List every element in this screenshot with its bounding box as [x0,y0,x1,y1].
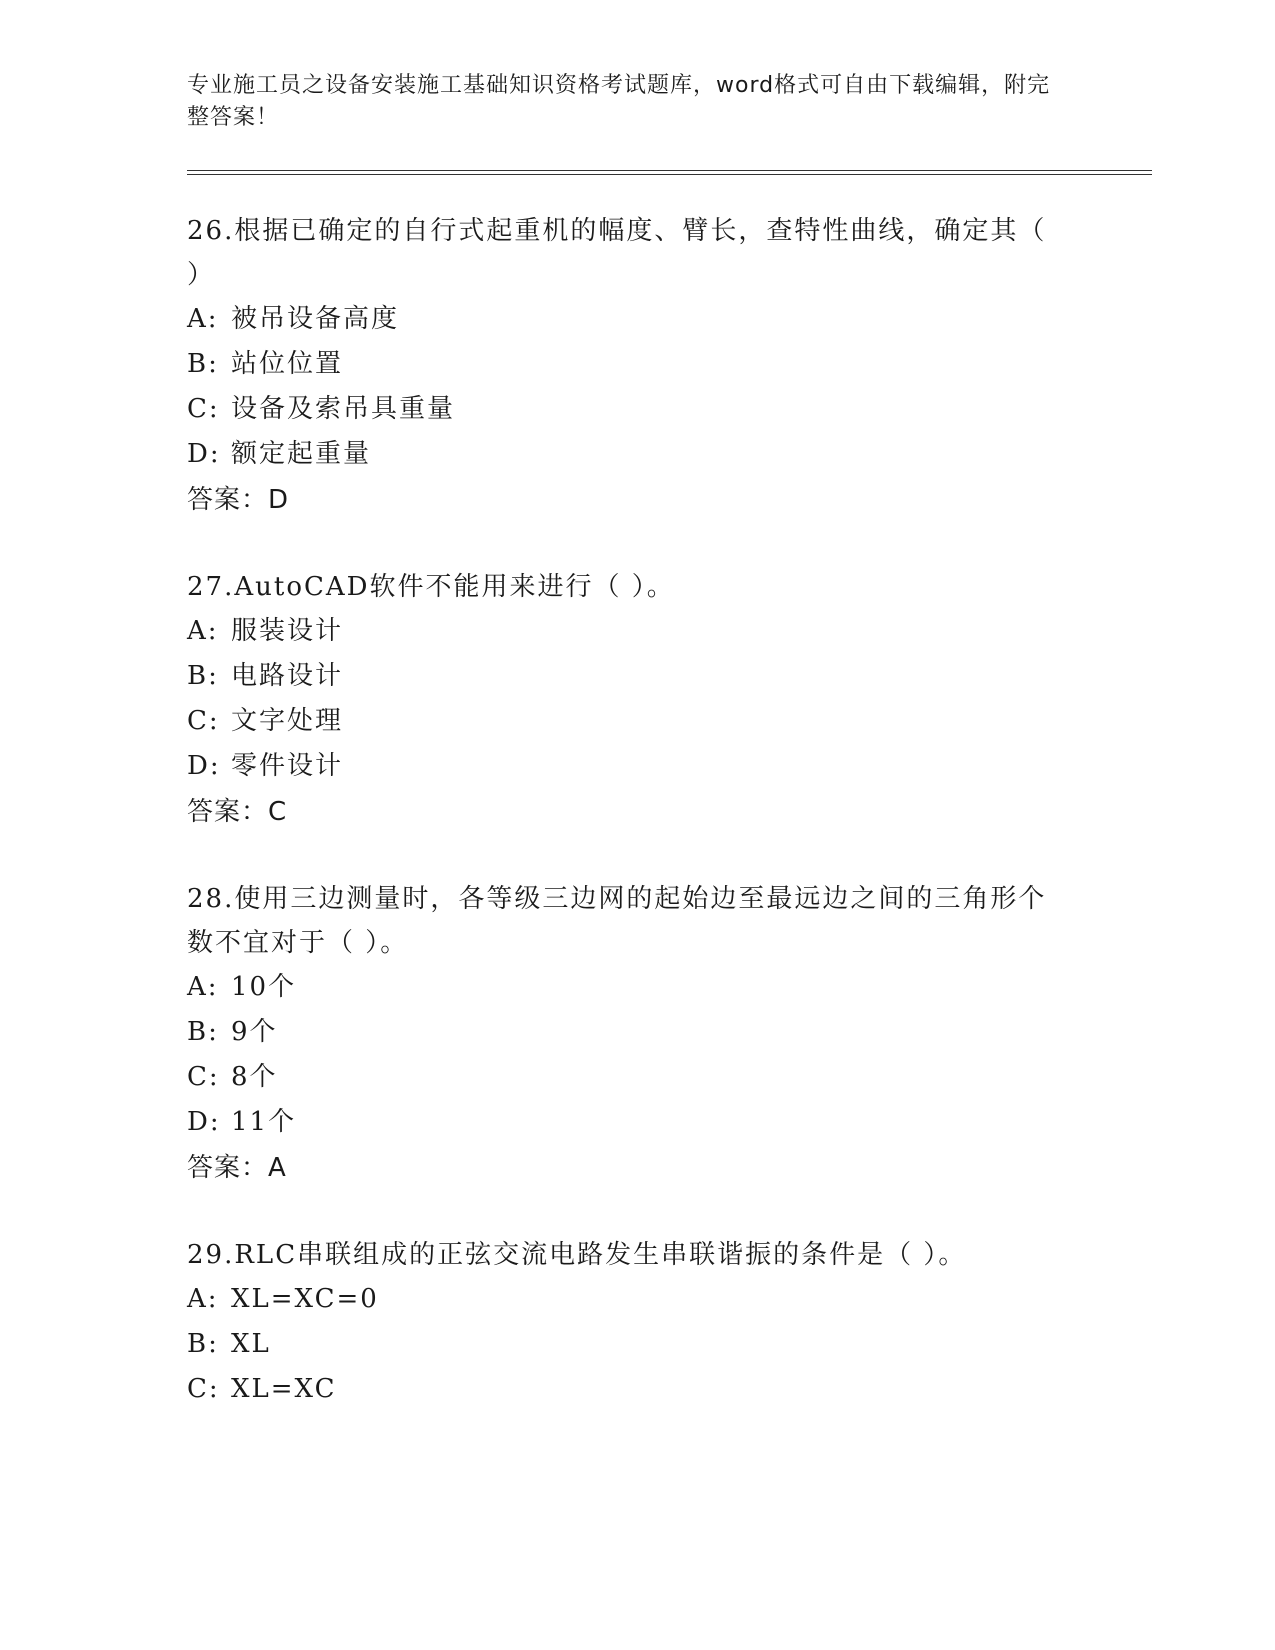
option-b [187,1010,1147,1055]
option-text: 11个 [231,1107,297,1137]
option-text: 站位位置 [231,349,344,379]
option-text: 8个 [231,1062,278,1092]
header-double-rule [187,170,1152,175]
question-list [187,209,1147,1412]
question-27 [187,565,1147,835]
option-letter: C: [187,394,220,424]
option-letter: B: [187,1329,219,1359]
option-a [187,965,1147,1010]
question-29 [187,1233,1147,1412]
answer-line: 答案：C [187,797,288,827]
option-b [187,342,1147,387]
answer-line: 答案：A [187,1153,287,1183]
option-letter: B: [187,661,219,691]
option-text: 零件设计 [231,751,344,781]
option-text: 10个 [231,972,297,1002]
option-letter: D: [187,439,221,469]
option-text: XL [231,1329,271,1359]
option-text: 服装设计 [231,616,344,646]
option-text: 9个 [231,1017,278,1047]
option-letter: A: [187,304,219,334]
option-c [187,1367,1147,1412]
option-text: XL=XC=0 [231,1284,379,1314]
option-text: XL=XC [231,1374,337,1404]
option-letter: B: [187,1017,219,1047]
option-d [187,744,1147,789]
option-letter: A: [187,616,219,646]
option-c [187,1055,1147,1100]
option-a [187,1277,1147,1322]
option-text: 电路设计 [231,661,344,691]
document-header: 专业施工员之设备安装施工基础知识资格考试题库，word格式可自由下载编辑，附完整答案！ [187,73,1051,130]
option-letter: A: [187,972,219,1002]
option-a [187,297,1147,342]
option-letter: C: [187,1374,220,1404]
question-stem: 27.AutoCAD软件不能用来进行（ ）。 [187,572,675,602]
question-28 [187,877,1147,1191]
option-b [187,1322,1147,1367]
option-letter: B: [187,349,219,379]
option-text: 文字处理 [231,706,344,736]
option-a [187,609,1147,654]
option-text: 额定起重量 [231,439,372,469]
question-stem: 29.RLC串联组成的正弦交流电路发生串联谐振的条件是（ ）。 [187,1240,967,1270]
option-c [187,699,1147,744]
option-letter: D: [187,1107,221,1137]
option-d [187,432,1147,477]
question-stem: 28.使用三边测量时，各等级三边网的起始边至最远边之间的三角形个数不宜对于（ ）。 [187,884,1047,958]
option-letter: A: [187,1284,219,1314]
option-b [187,654,1147,699]
question-26 [187,209,1147,523]
option-letter: D: [187,751,221,781]
answer-line: 答案：D [187,485,290,515]
option-text: 被吊设备高度 [231,304,400,334]
option-d [187,1100,1147,1145]
option-letter: C: [187,1062,220,1092]
option-c [187,387,1147,432]
option-letter: C: [187,706,220,736]
question-stem: 26.根据已确定的自行式起重机的幅度、臂长，查特性曲线，确定其（ ） [187,216,1047,290]
option-text: 设备及索吊具重量 [231,394,456,424]
document-page [187,70,1147,1454]
